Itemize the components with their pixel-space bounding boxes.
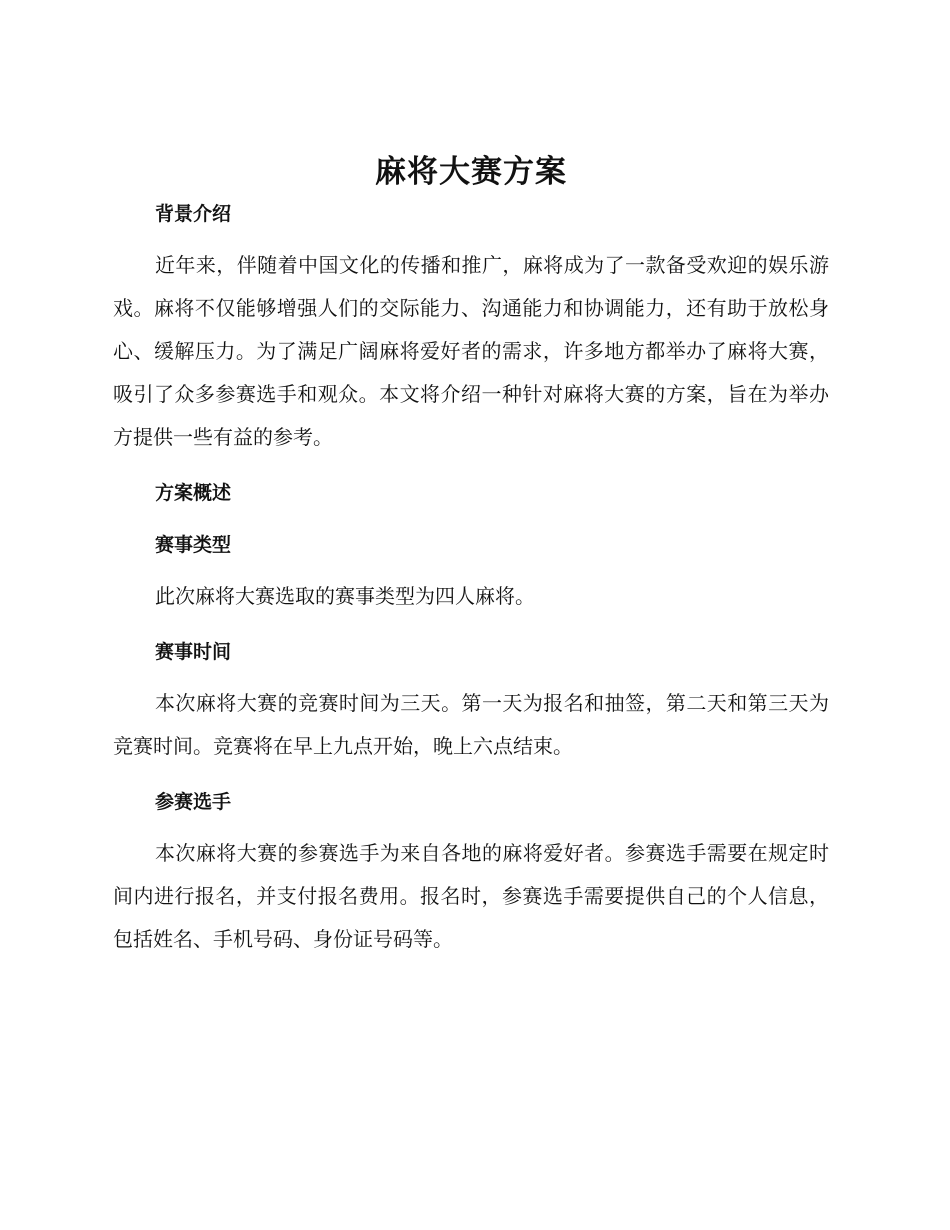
paragraph-event-time: 本次麻将大赛的竞赛时间为三天。第一天为报名和抽签，第二天和第三天为竞赛时间。竞赛将在早上九点开始，晚上六点结束。 (113, 691, 829, 758)
paragraph-event-type: 此次麻将大赛选取的赛事类型为四人麻将。 (155, 584, 535, 608)
document-body (113, 150, 829, 961)
heading-event-time: 赛事时间 (155, 641, 232, 663)
heading-event-type: 赛事类型 (155, 534, 232, 556)
heading-participants: 参赛选手 (155, 791, 232, 813)
document-title: 麻将大赛方案 (375, 154, 567, 190)
heading-overview: 方案概述 (155, 482, 232, 504)
paragraph-background: 近年来，伴随着中国文化的传播和推广，麻将成为了一款备受欢迎的娱乐游戏。麻将不仅能够增强人们的交际能力、沟通能力和协调能力，还有助于放松身心、缓解压力。为了满足广阔麻将爱好者的需求，许多地方都举办了麻将大赛，吸引了众多参赛选手和观众。本文将介绍一种针对麻将大赛的方案，旨在为举办方提供一些有益的参考。 (113, 253, 829, 449)
paragraph-participants: 本次麻将大赛的参赛选手为来自各地的麻将爱好者。参赛选手需要在规定时间内进行报名，并支付报名费用。报名时，参赛选手需要提供自己的个人信息，包括姓名、手机号码、身份证号码等。 (113, 841, 829, 951)
heading-background: 背景介绍 (155, 203, 232, 225)
